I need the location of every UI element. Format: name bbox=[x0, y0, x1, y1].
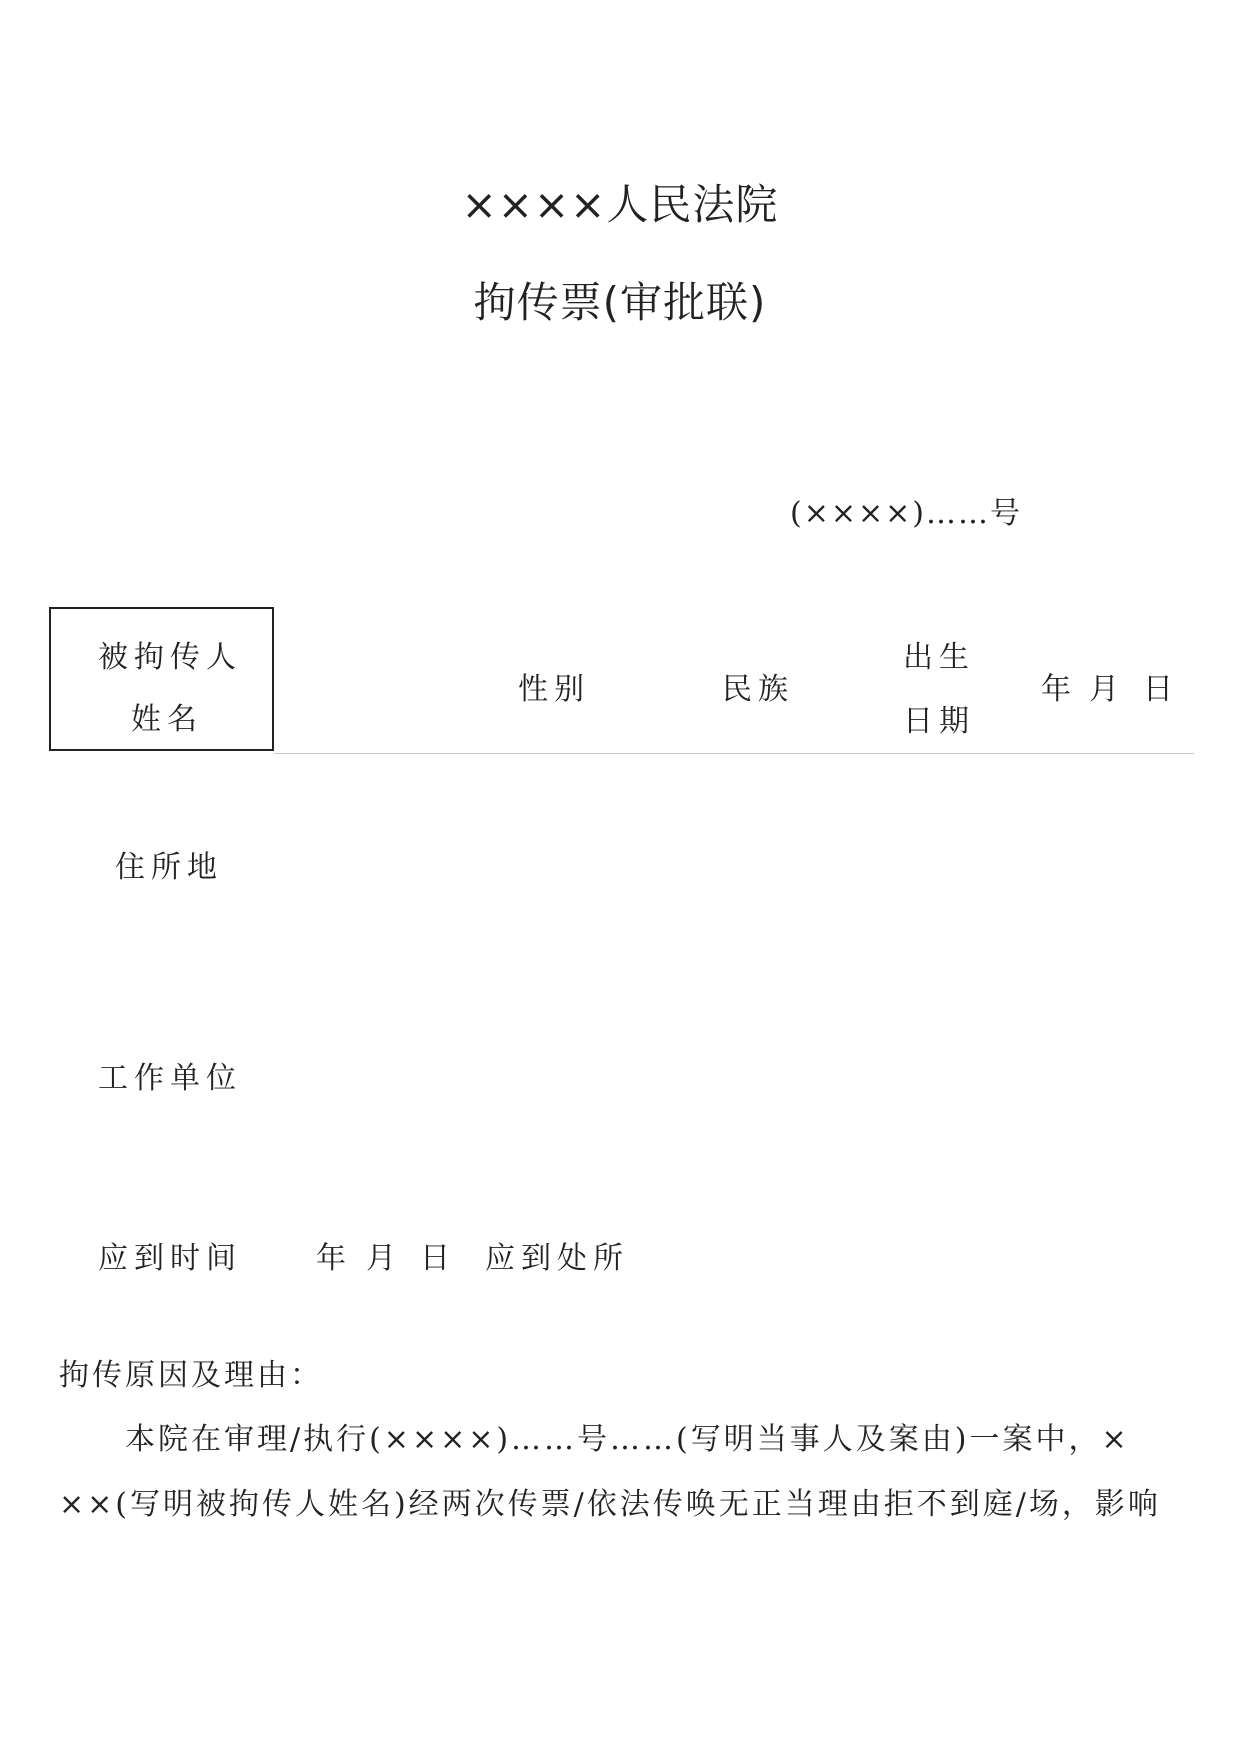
gender-label: 性别 bbox=[518, 672, 590, 707]
form-title: 拘传票(审批联) bbox=[473, 278, 767, 327]
appearance-month-label: 月 bbox=[366, 1241, 402, 1276]
workplace-label: 工作单位 bbox=[98, 1061, 242, 1096]
birth-month-label: 月 bbox=[1089, 672, 1125, 707]
appearance-time-label: 应到时间 bbox=[98, 1241, 242, 1276]
reason-heading: 拘传原因及理由： bbox=[59, 1358, 323, 1393]
case-number: (××××)……号 bbox=[790, 496, 1022, 531]
birth-label-line1: 出生 bbox=[903, 640, 975, 675]
birth-label-line2: 日期 bbox=[903, 704, 975, 739]
court-name: ××××人民法院 bbox=[461, 180, 779, 229]
reason-line-1: 本院在审理/执行(××××)……号……(写明当事人及案由)一案中，× bbox=[125, 1422, 1130, 1457]
name-label-line2: 姓名 bbox=[131, 702, 203, 737]
residence-label: 住所地 bbox=[115, 850, 223, 885]
birth-year-label: 年 bbox=[1041, 672, 1077, 707]
appearance-day-label: 日 bbox=[420, 1241, 456, 1276]
birth-day-label: 日 bbox=[1143, 672, 1179, 707]
name-label-line1: 被拘传人 bbox=[98, 640, 242, 675]
appearance-place-label: 应到处所 bbox=[485, 1241, 629, 1276]
row-divider bbox=[274, 753, 1194, 754]
appearance-year-label: 年 bbox=[316, 1241, 352, 1276]
reason-line-2: ××(写明被拘传人姓名)经两次传票/依法传唤无正当理由拒不到庭/场，影响 bbox=[59, 1487, 1161, 1522]
ethnicity-label: 民族 bbox=[722, 672, 794, 707]
